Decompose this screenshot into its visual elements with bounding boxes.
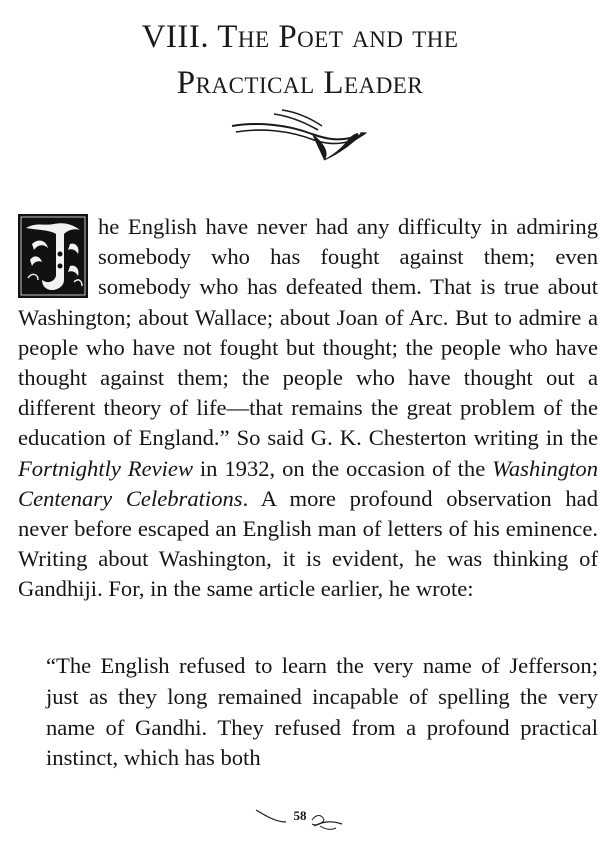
chapter-title-line-2: Practical Leader [176, 65, 424, 101]
block-quote: “The English refused to learn the very name of Jefferson; just as they long remained incapable of spelling the very name of Gandhi. They refused from a profound practical instinct, which has both [46, 653, 598, 771]
paragraph-text-3: . A more profound observation had never before escaped an English man of letters of his eminence. Writing about Washington, it is evident, he was thinking of Gandhiji. For, in the same article earlier, he wrote: [18, 485, 598, 602]
publication-title: Fortnightly Review [18, 455, 194, 481]
event-title: Washington Centenary Celebrations [18, 455, 598, 511]
page-footer [250, 800, 350, 836]
paragraph-text-2: in 1932, on the occasion of the [193, 455, 493, 481]
decorated-initial-t-icon [18, 214, 88, 298]
swallow-bird-icon [226, 108, 372, 164]
chapter-title-line-1: VIII. The Poet and the [141, 19, 459, 55]
chapter-title [0, 14, 600, 106]
page-number: 58 [293, 808, 307, 823]
body-paragraph [18, 212, 598, 605]
paragraph-text-1: he English have never had any difficulty in admiring somebody who has fought against them; even somebody who has defeated them. That is true about Washington; about Wallace; about Joan of Arc. But to admire a people who have not fought but thought; the people who have thought against them; the people who have thought out a different theory of life—that remains the great problem of the education of England.” So said G. K. Chesterton writing in the [18, 214, 598, 451]
